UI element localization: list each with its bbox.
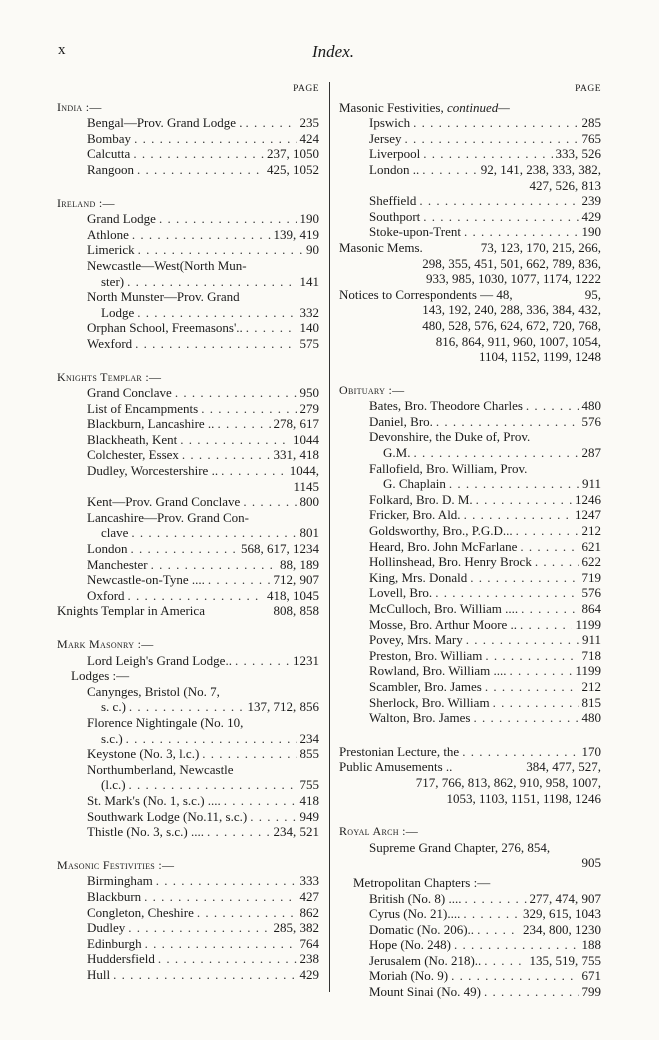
index-entry: Edinburgh . . . 764 — [57, 936, 319, 952]
index-entry: Blackburn, Lancashire .. . . . 278, 617 — [57, 416, 319, 432]
index-entry: Ipswich . . . 285 — [339, 115, 601, 131]
index-entry: Walton, Bro. James . . . 480 — [339, 710, 601, 726]
index-entry: Daniel, Bro. . . . 576 — [339, 414, 601, 430]
index-entry: Hull . . . 429 — [57, 967, 319, 983]
index-entry: McCulloch, Bro. William .... . . . 864 — [339, 601, 601, 617]
index-entry: Jerusalem (No. 218).. . . . 135, 519, 755 — [339, 953, 601, 969]
index-entry: List of Encampments . . . 279 — [57, 401, 319, 417]
subheading: Metropolitan Chapters :— — [353, 874, 491, 890]
index-entry: s.c.) . . . 234 — [57, 731, 319, 747]
index-entry: Newcastle-on-Tyne .... . . . 712, 907 — [57, 572, 319, 588]
index-entry: G.M. . . . 287 — [339, 445, 601, 461]
index-entry: Wexford . . . 575 — [57, 336, 319, 352]
index-entry: Mosse, Bro. Arthur Moore .. . . . 1199 — [339, 617, 601, 633]
index-entry: Manchester . . . 88, 189 — [57, 557, 319, 573]
section-knights-templar — [57, 370, 319, 620]
index-entry-line: Fallofield, Bro. William, Prov. — [369, 460, 528, 476]
index-entry: Sheffield . . . 239 — [339, 193, 601, 209]
page-header — [58, 42, 608, 64]
index-entry-line: Newcastle—West(North Mun- — [87, 257, 247, 273]
index-entry: Kent—Prov. Grand Conclave . . . 800 — [57, 494, 319, 510]
index-entry: Bombay . . . 424 — [57, 131, 319, 147]
supreme-grand-chapter: Supreme Grand Chapter, 276, 854, — [369, 839, 551, 855]
section-ireland — [57, 196, 319, 352]
index-entry-line: Canynges, Bristol (No. 7, — [87, 683, 220, 699]
index-entry: Stoke-upon-Trent . . . 190 — [339, 224, 601, 240]
index-entry: Athlone . . . 139, 419 — [57, 227, 319, 243]
index-entry: s. c.) . . . 137, 712, 856 — [57, 699, 319, 715]
right-column — [339, 82, 601, 1000]
index-entry: Povey, Mrs. Mary . . . 911 — [339, 632, 601, 648]
page-label: PAGE — [575, 84, 601, 94]
index-entry: Limerick . . . 90 — [57, 242, 319, 258]
index-entry: Blackburn . . . 427 — [57, 889, 319, 905]
index-entry: Jersey . . . 765 — [339, 131, 601, 147]
index-entry: Grand Conclave . . . 950 — [57, 385, 319, 401]
index-entry: Bengal—Prov. Grand Lodge . . . . 235 — [57, 115, 319, 131]
page-title: Index. — [311, 42, 354, 61]
section-masonic-festivities — [57, 858, 319, 983]
index-entry: King, Mrs. Donald . . . 719 — [339, 570, 601, 586]
index-entry: Rangoon . . . 425, 1052 — [57, 162, 319, 178]
index-entry: Lovell, Bro. . . . 576 — [339, 585, 601, 601]
section-royal-arch: Royal Arch :— Supreme Grand Chapter, 276, 854, 905 Metropolitan Chapters :— British (No. 8) .... . . . 277, 474, 907 Cyrus (No. 21).... . . . 329, 615, 1043 Domatic (No. 206).. . . . 234, 800, 1230 Hope (No. 248) . . . 188 Jerusalem (No. 218).. . . . 135, 519, 755 Moriah (No. 9) . . . 671 Mount Sinai (No. 49) . . . 799 — [339, 824, 601, 1000]
page-number: x — [58, 42, 66, 58]
index-entry: G. Chaplain . . . 911 — [339, 476, 601, 492]
index-entry: Oxford . . . 418, 1045 — [57, 588, 319, 604]
section-title: Knights Templar :— — [57, 369, 162, 384]
subheading: Lodges :— — [71, 668, 130, 684]
index-entry: Hollinshead, Bro. Henry Brock . . . 622 — [339, 554, 601, 570]
index-entry: Moriah (No. 9) . . . 671 — [339, 968, 601, 984]
section-title: Masonic Festivities :— — [57, 857, 175, 872]
index-entry: Rowland, Bro. William .... . . . 1199 — [339, 663, 601, 679]
index-entry: Southwark Lodge (No.11, s.c.) . . . 949 — [57, 809, 319, 825]
index-entry-line: Devonshire, the Duke of, Prov. — [369, 429, 531, 445]
index-entry: Lodge . . . 332 — [57, 305, 319, 321]
index-entry: Cyrus (No. 21).... . . . 329, 615, 1043 — [339, 906, 601, 922]
index-entry: Folkard, Bro. D. M. . . . 1246 — [339, 492, 601, 508]
section-title: Royal Arch :— — [339, 824, 419, 839]
index-entry: Fricker, Bro. Ald. . . . 1247 — [339, 507, 601, 523]
index-entry: Orphan School, Freemasons'.. . . . 140 — [57, 320, 319, 336]
index-entry: Huddersfield . . . 238 — [57, 951, 319, 967]
index-entry: Mount Sinai (No. 49) . . . 799 — [339, 984, 601, 1000]
index-entry: Lord Leigh's Grand Lodge.. . . . 1231 — [57, 653, 319, 669]
index-entry: Keystone (No. 3, l.c.) . . . 855 — [57, 746, 319, 762]
section-india — [57, 100, 319, 178]
notices-to-correspondents: Notices to Correspondents — 48, 95, 143, 192, 240, 288, 336, 384, 432, 480, 528, 576, 624, 672, 720, 768, 816, 864, 911, 960, 1007, 1054, 1104, 1152, 1199, 1248 — [339, 286, 601, 365]
index-entry: Southport . . . 429 — [339, 209, 601, 225]
index-entry: Hope (No. 248) . . . 188 — [339, 937, 601, 953]
public-amusements: Public Amusements .. 384, 477, 527, 717, 766, 813, 862, 910, 958, 1007, 1053, 1103, 1151, 1198, 1246 — [339, 759, 601, 806]
section-title: India :— — [57, 99, 102, 114]
index-entry: Heard, Bro. John McFarlane . . . 621 — [339, 539, 601, 555]
page-label: PAGE — [293, 84, 319, 94]
index-entry: Liverpool . . . 333, 526 — [339, 146, 601, 162]
index-entry: Calcutta . . . 237, 1050 — [57, 146, 319, 162]
index-entry: Grand Lodge . . . 190 — [57, 211, 319, 227]
index-entry: (l.c.) . . . 755 — [57, 777, 319, 793]
index-entry: Blackheath, Kent . . . 1044 — [57, 432, 319, 448]
section-title: Ireland :— — [57, 195, 115, 210]
index-entry-continuation: 427, 526, 813 — [529, 177, 601, 193]
index-entry: Goldsworthy, Bro., P.G.D... . . . 212 — [339, 523, 601, 539]
index-entry: British (No. 8) .... . . . 277, 474, 907 — [339, 891, 601, 907]
section-title: Obituary :— — [339, 382, 405, 397]
index-entry: Birmingham . . . 333 — [57, 873, 319, 889]
index-entry-line: Florence Nightingale (No. 10, — [87, 714, 244, 730]
section-mark-masonry — [57, 637, 319, 840]
index-entry: Scambler, Bro. James . . . 212 — [339, 679, 601, 695]
left-column — [57, 82, 319, 982]
index-entry: Thistle (No. 3, s.c.) .... . . . 234, 521 — [57, 824, 319, 840]
index-entry: clave . . . 801 — [57, 525, 319, 541]
prestonian-lecture: Prestonian Lecture, the . . . 170 — [339, 744, 601, 760]
index-entry: Colchester, Essex . . . 331, 418 — [57, 447, 319, 463]
section-title: Masonic Festivities, continued— — [339, 99, 510, 115]
index-entry: Dudley, Worcestershire .. . . . 1044, — [57, 463, 319, 479]
index-entry: ster) . . . 141 — [57, 274, 319, 290]
index-entry-line: Lancashire—Prov. Grand Con- — [87, 509, 249, 525]
index-entry: Domatic (No. 206).. . . . 234, 800, 1230 — [339, 922, 601, 938]
index-entry: London .. . . . 92, 141, 238, 333, 382, — [339, 162, 601, 178]
column-divider — [329, 82, 330, 992]
section-title: Mark Masonry :— — [57, 637, 154, 651]
index-entry-continuation: 1145 — [293, 478, 319, 494]
index-entry: Bates, Bro. Theodore Charles . . . 480 — [339, 398, 601, 414]
index-entry: Knights Templar in America 808, 858 — [57, 603, 319, 619]
index-entry: Congleton, Cheshire . . . 862 — [57, 905, 319, 921]
index-entry: St. Mark's (No. 1, s.c.) .... . . . 418 — [57, 793, 319, 809]
index-entry: Preston, Bro. William . . . 718 — [339, 648, 601, 664]
index-entry: Sherlock, Bro. William . . . 815 — [339, 695, 601, 711]
index-entry: Dudley . . . 285, 382 — [57, 920, 319, 936]
masonic-mems: Masonic Mems. 73, 123, 170, 215, 266, 298, 355, 451, 501, 662, 789, 836, 933, 985, 1030, 1077, 1174, 1222 — [339, 239, 601, 287]
section-obituary — [339, 383, 601, 726]
index-entry-line: Northumberland, Newcastle — [87, 761, 234, 777]
section-festivities-continued — [339, 100, 601, 240]
index-entry: London . . . 568, 617, 1234 — [57, 541, 319, 557]
index-entry-line: North Munster—Prov. Grand — [87, 289, 240, 305]
